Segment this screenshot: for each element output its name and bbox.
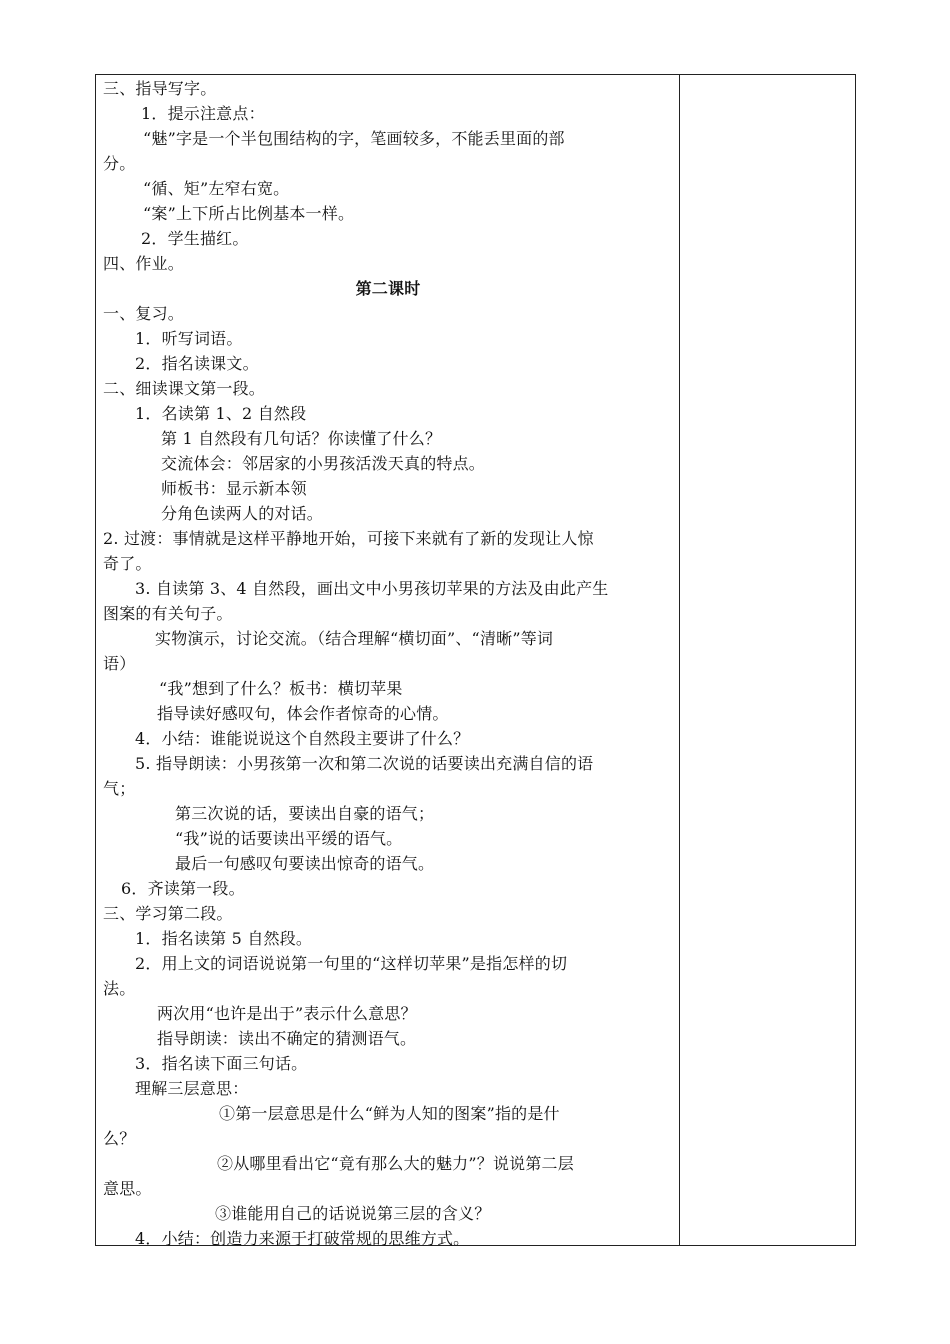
text-line: ①第一层意思是什么“鲜为人知的图案”指的是什 bbox=[219, 1104, 560, 1123]
text-line: 意思。 bbox=[103, 1179, 152, 1198]
text-line: 6．齐读第一段。 bbox=[121, 879, 245, 898]
text-line: 实物演示，讨论交流。（结合理解“横切面”、“清晰”等词 bbox=[155, 629, 554, 648]
text-line: 分角色读两人的对话。 bbox=[161, 504, 324, 523]
lesson-title: 第二课时 bbox=[355, 279, 421, 298]
text-line: 3．指名读下面三句话。 bbox=[135, 1054, 308, 1073]
text-line: “我”说的话要读出平缓的语气。 bbox=[175, 829, 403, 848]
text-line: 2．用上文的词语说说第一句里的“这样切苹果”是指怎样的切 bbox=[135, 954, 568, 973]
text-line: 第三次说的话，要读出自豪的语气； bbox=[175, 804, 435, 823]
text-line: 4．小结：谁能说说这个自然段主要讲了什么？ bbox=[135, 729, 470, 748]
text-line: 两次用“也许是出于”表示什么意思？ bbox=[157, 1004, 417, 1023]
section-heading: 三、学习第二段。 bbox=[103, 904, 233, 923]
text-line: 奇了。 bbox=[103, 554, 152, 573]
text-line: 师板书：显示新本领 bbox=[161, 479, 307, 498]
text-line: ②从哪里看出它“竟有那么大的魅力”？说说第二层 bbox=[217, 1154, 574, 1173]
text-line: 1．听写词语。 bbox=[135, 329, 243, 348]
text-line: 指导读好感叹句，体会作者惊奇的心情。 bbox=[157, 704, 449, 723]
section-heading: 一、复习。 bbox=[103, 304, 185, 323]
text-line: 1．提示注意点： bbox=[141, 104, 265, 123]
text-line: 4．小结：创造力来源于打破常规的思维方式。 bbox=[135, 1229, 470, 1248]
text-line: 第 1 自然段有几句话？你读懂了什么？ bbox=[161, 429, 442, 448]
text-line: 交流体会：邻居家的小男孩活泼天真的特点。 bbox=[161, 454, 486, 473]
text-line: 语） bbox=[103, 654, 136, 673]
text-line: ③谁能用自己的话说说第三层的含义？ bbox=[215, 1204, 491, 1223]
text-line: “循、矩”左窄右宽。 bbox=[143, 179, 290, 198]
text-line: 1．名读第 1、2 自然段 bbox=[135, 404, 307, 423]
section-heading: 二、细读课文第一段。 bbox=[103, 379, 266, 398]
text-line: 3. 自读第 3、4 自然段，画出文中小男孩切苹果的方法及由此产生 bbox=[135, 579, 609, 598]
text-line: 2．学生描红。 bbox=[141, 229, 249, 248]
text-line: 最后一句感叹句要读出惊奇的语气。 bbox=[175, 854, 435, 873]
text-line: 么？ bbox=[103, 1129, 136, 1148]
text-line: “魅”字是一个半包围结构的字，笔画较多，不能丢里面的部 bbox=[143, 129, 565, 148]
text-line: “我”想到了什么？板书：横切苹果 bbox=[159, 679, 403, 698]
text-line: 指导朗读：读出不确定的猜测语气。 bbox=[157, 1029, 417, 1048]
text-line: 理解三层意思： bbox=[135, 1079, 249, 1098]
text-line: 法。 bbox=[103, 979, 136, 998]
text-line: 5. 指导朗读：小男孩第一次和第二次说的话要读出充满自信的语 bbox=[135, 754, 594, 773]
text-line: 气； bbox=[103, 779, 136, 798]
text-line: “案”上下所占比例基本一样。 bbox=[143, 204, 355, 223]
section-heading: 四、作业。 bbox=[103, 254, 185, 273]
text-line: 分。 bbox=[103, 154, 136, 173]
text-line: 1．指名读第 5 自然段。 bbox=[135, 929, 313, 948]
text-line: 图案的有关句子。 bbox=[103, 604, 233, 623]
text-line: 2. 过渡：事情就是这样平静地开始，可接下来就有了新的发现让人惊 bbox=[103, 529, 594, 548]
text-line: 2．指名读课文。 bbox=[135, 354, 259, 373]
section-heading: 三、指导写字。 bbox=[103, 79, 217, 98]
